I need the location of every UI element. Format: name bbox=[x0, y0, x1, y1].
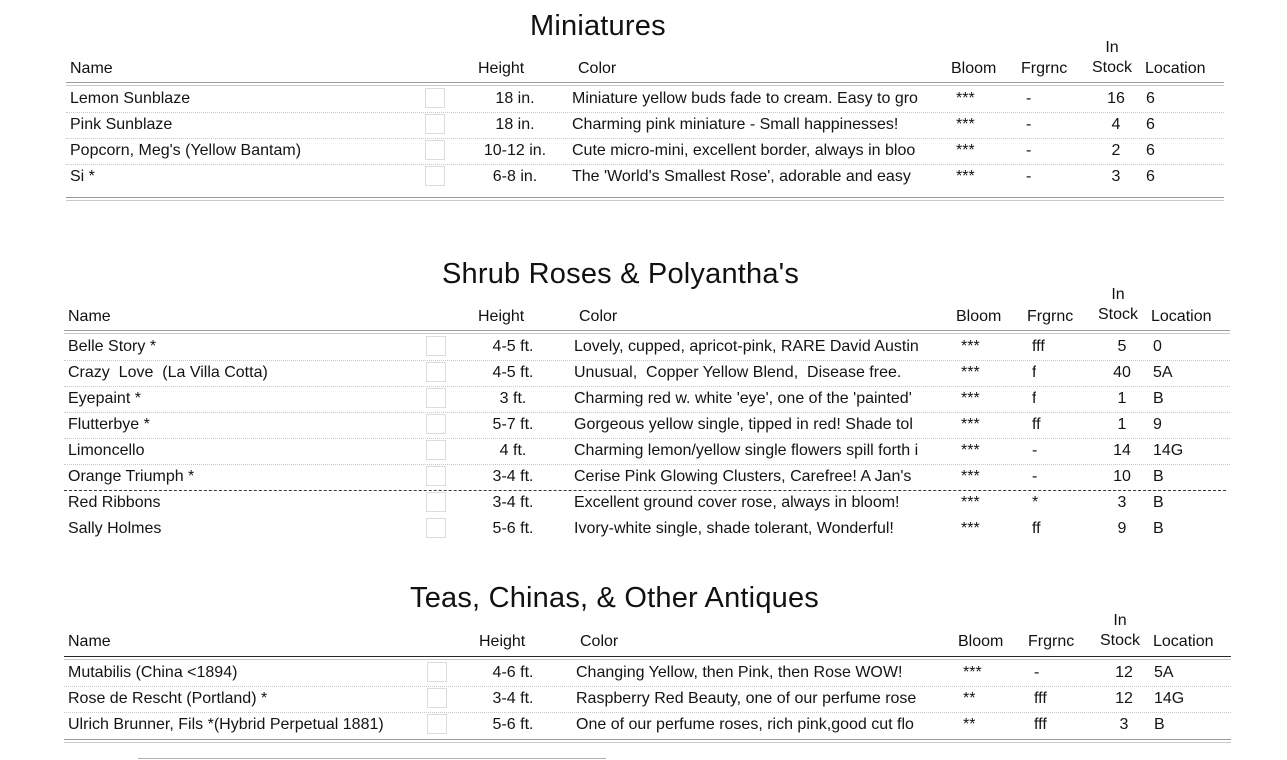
row-checkbox[interactable] bbox=[426, 362, 446, 382]
column-header-location: Location bbox=[1145, 60, 1206, 77]
rose-bloom: *** bbox=[961, 442, 980, 459]
column-header-fragrance: Frgrnc bbox=[1027, 308, 1074, 325]
table-row bbox=[0, 686, 1287, 712]
rose-bloom: *** bbox=[963, 664, 982, 681]
table-row bbox=[0, 112, 1287, 138]
rose-bloom: *** bbox=[961, 494, 980, 511]
rose-stock: 3 bbox=[1117, 494, 1127, 511]
column-header-location: Location bbox=[1151, 308, 1212, 325]
row-checkbox[interactable] bbox=[427, 714, 447, 734]
rose-height: 5-6 ft. bbox=[492, 520, 534, 537]
rose-fragrance: - bbox=[1026, 142, 1032, 159]
rose-fragrance: - bbox=[1026, 116, 1032, 133]
row-checkbox[interactable] bbox=[426, 466, 446, 486]
rose-height: 18 in. bbox=[495, 90, 535, 107]
row-checkbox[interactable] bbox=[427, 662, 447, 682]
rose-name: Si * bbox=[70, 168, 95, 185]
rose-height: 18 in. bbox=[495, 116, 535, 133]
rose-name: Mutabilis (China <1894) bbox=[68, 664, 238, 681]
table-row bbox=[0, 438, 1287, 464]
rose-name: Rose de Rescht (Portland) * bbox=[68, 690, 268, 707]
column-header-fragrance: Frgrnc bbox=[1021, 60, 1068, 77]
table-row bbox=[0, 516, 1287, 542]
rose-color: Gorgeous yellow single, tipped in red! Shade tol bbox=[574, 416, 913, 433]
rose-location: 0 bbox=[1153, 338, 1162, 355]
column-header-stock: Stock bbox=[1099, 632, 1140, 649]
table-row bbox=[0, 334, 1287, 360]
table-row bbox=[0, 360, 1287, 386]
rose-stock: 14 bbox=[1113, 442, 1131, 459]
table-row bbox=[0, 412, 1287, 438]
rose-location: B bbox=[1153, 520, 1164, 537]
rose-location: 6 bbox=[1146, 168, 1155, 185]
rose-stock: 12 bbox=[1115, 690, 1133, 707]
rose-location: 14G bbox=[1153, 442, 1184, 459]
section-end-rule bbox=[64, 739, 1231, 743]
column-header-stock: Stock bbox=[1091, 59, 1132, 76]
rose-name: Sally Holmes bbox=[68, 520, 162, 537]
rose-color: Lovely, cupped, apricot-pink, RARE David Austin bbox=[574, 338, 919, 355]
rose-height: 4-5 ft. bbox=[492, 338, 534, 355]
column-header-location: Location bbox=[1153, 633, 1214, 650]
table-row bbox=[0, 490, 1287, 516]
rose-bloom: *** bbox=[956, 142, 975, 159]
rose-name: Pink Sunblaze bbox=[70, 116, 173, 133]
row-checkbox[interactable] bbox=[425, 140, 445, 160]
row-checkbox[interactable] bbox=[426, 492, 446, 512]
rose-color: Excellent ground cover rose, always in bloom! bbox=[574, 494, 900, 511]
rose-color: One of our perfume roses, rich pink,good cut flo bbox=[576, 716, 914, 733]
rose-color: The 'World's Smallest Rose', adorable and easy bbox=[572, 168, 911, 185]
rose-color: Cerise Pink Glowing Clusters, Carefree! A Jan's bbox=[574, 468, 912, 485]
rose-fragrance: - bbox=[1032, 468, 1038, 485]
row-checkbox[interactable] bbox=[426, 440, 446, 460]
row-checkbox[interactable] bbox=[425, 88, 445, 108]
rose-location: 6 bbox=[1146, 116, 1155, 133]
column-header-bloom: Bloom bbox=[951, 60, 997, 77]
page-bottom-rule bbox=[138, 758, 606, 759]
column-header-name: Name bbox=[68, 308, 111, 325]
rose-bloom: *** bbox=[956, 116, 975, 133]
rose-location: B bbox=[1154, 716, 1165, 733]
rose-name: Crazy Love (La Villa Cotta) bbox=[68, 364, 268, 381]
column-header-color: Color bbox=[579, 308, 618, 325]
section-end-rule bbox=[66, 197, 1224, 201]
rose-stock: 3 bbox=[1119, 716, 1129, 733]
column-header-in: In bbox=[1111, 286, 1125, 303]
column-header-name: Name bbox=[70, 60, 113, 77]
column-header-height: Height bbox=[478, 60, 525, 77]
table-row bbox=[0, 464, 1287, 490]
rose-color: Charming pink miniature - Small happinesses! bbox=[572, 116, 899, 133]
row-checkbox[interactable] bbox=[425, 114, 445, 134]
column-header-height: Height bbox=[478, 308, 525, 325]
rose-height: 5-7 ft. bbox=[492, 416, 534, 433]
rose-stock: 12 bbox=[1115, 664, 1133, 681]
column-header-in-stock bbox=[1088, 38, 1136, 78]
table-row bbox=[0, 386, 1287, 412]
rose-name: Red Ribbons bbox=[68, 494, 161, 511]
rose-height: 5-6 ft. bbox=[492, 716, 534, 733]
row-checkbox[interactable] bbox=[426, 388, 446, 408]
rose-location: B bbox=[1153, 468, 1164, 485]
rose-stock: 2 bbox=[1111, 142, 1121, 159]
section-teas-chinas-antiques bbox=[0, 578, 1287, 760]
rose-fragrance: fff bbox=[1034, 716, 1047, 733]
rose-color: Changing Yellow, then Pink, then Rose WOW! bbox=[576, 664, 903, 681]
rose-fragrance: - bbox=[1026, 90, 1032, 107]
rose-fragrance: ff bbox=[1032, 416, 1041, 433]
rose-stock: 1 bbox=[1117, 390, 1127, 407]
rose-height: 3-4 ft. bbox=[492, 468, 534, 485]
rose-location: 5A bbox=[1154, 664, 1174, 681]
rose-stock: 40 bbox=[1113, 364, 1131, 381]
column-header-in-stock bbox=[1096, 611, 1144, 651]
column-header-color: Color bbox=[580, 633, 619, 650]
rose-name: Flutterbye * bbox=[68, 416, 150, 433]
row-checkbox[interactable] bbox=[426, 518, 446, 538]
rose-location: 6 bbox=[1146, 142, 1155, 159]
rose-height: 4-6 ft. bbox=[492, 664, 534, 681]
table-row bbox=[0, 86, 1287, 112]
column-header-bloom: Bloom bbox=[956, 308, 1002, 325]
rose-bloom: *** bbox=[961, 416, 980, 433]
rose-location: 14G bbox=[1154, 690, 1185, 707]
rose-bloom: *** bbox=[961, 520, 980, 537]
table-row bbox=[0, 164, 1287, 190]
rose-name: Popcorn, Meg's (Yellow Bantam) bbox=[70, 142, 302, 159]
rose-stock: 3 bbox=[1111, 168, 1121, 185]
rose-height: 3 ft. bbox=[499, 390, 527, 407]
rose-bloom: *** bbox=[961, 468, 980, 485]
rose-name: Orange Triumph * bbox=[68, 468, 195, 485]
rose-color: Cute micro-mini, excellent border, always in bloo bbox=[572, 142, 916, 159]
rose-stock: 16 bbox=[1107, 90, 1125, 107]
rose-stock: 4 bbox=[1111, 116, 1121, 133]
rose-height: 4-5 ft. bbox=[492, 364, 534, 381]
row-checkbox[interactable] bbox=[426, 414, 446, 434]
column-header-name: Name bbox=[68, 633, 111, 650]
column-header-bloom: Bloom bbox=[958, 633, 1004, 650]
section-title: Teas, Chinas, & Other Antiques bbox=[410, 582, 819, 614]
column-header-fragrance: Frgrnc bbox=[1028, 633, 1075, 650]
rose-fragrance: * bbox=[1032, 494, 1039, 511]
rose-height: 6-8 in. bbox=[492, 168, 538, 185]
rose-location: 5A bbox=[1153, 364, 1173, 381]
row-checkbox[interactable] bbox=[425, 166, 445, 186]
rose-location: 6 bbox=[1146, 90, 1155, 107]
rose-bloom: *** bbox=[961, 390, 980, 407]
rose-fragrance: - bbox=[1034, 664, 1040, 681]
rose-height: 4 ft. bbox=[499, 442, 527, 459]
rose-bloom: ** bbox=[963, 716, 976, 733]
rose-color: Miniature yellow buds fade to cream. Easy to gro bbox=[572, 90, 918, 107]
rose-name: Belle Story * bbox=[68, 338, 157, 355]
rose-location: B bbox=[1153, 390, 1164, 407]
rose-location: 9 bbox=[1153, 416, 1162, 433]
table-row bbox=[0, 712, 1287, 738]
section-title: Shrub Roses & Polyantha's bbox=[442, 258, 800, 290]
rose-fragrance: - bbox=[1032, 442, 1038, 459]
rose-color: Charming lemon/yellow single flowers spill forth i bbox=[574, 442, 919, 459]
column-header-stock: Stock bbox=[1097, 306, 1138, 323]
rose-stock: 5 bbox=[1117, 338, 1127, 355]
rose-color: Raspberry Red Beauty, one of our perfume rose bbox=[576, 690, 917, 707]
section-shrub-roses bbox=[0, 250, 1287, 550]
rose-name: Lemon Sunblaze bbox=[70, 90, 191, 107]
rose-name: Limoncello bbox=[68, 442, 145, 459]
rose-bloom: ** bbox=[963, 690, 976, 707]
rose-height: 3-4 ft. bbox=[492, 690, 534, 707]
rose-location: B bbox=[1153, 494, 1164, 511]
rose-color: Charming red w. white 'eye', one of the 'painted' bbox=[574, 390, 912, 407]
rose-bloom: *** bbox=[961, 364, 980, 381]
rose-height: 3-4 ft. bbox=[492, 494, 534, 511]
rose-fragrance: f bbox=[1032, 364, 1037, 381]
column-header-in-stock bbox=[1094, 285, 1142, 325]
table-row bbox=[0, 138, 1287, 164]
rose-fragrance: fff bbox=[1032, 338, 1045, 355]
row-checkbox[interactable] bbox=[427, 688, 447, 708]
rose-fragrance: fff bbox=[1034, 690, 1047, 707]
section-miniatures bbox=[0, 0, 1287, 220]
rose-height: 10-12 in. bbox=[483, 142, 547, 159]
rose-fragrance: f bbox=[1032, 390, 1037, 407]
table-row bbox=[0, 660, 1287, 686]
rose-color: Unusual, Copper Yellow Blend, Disease free. bbox=[574, 364, 902, 381]
rose-name: Eyepaint * bbox=[68, 390, 141, 407]
rose-bloom: *** bbox=[961, 338, 980, 355]
column-header-in: In bbox=[1113, 612, 1127, 629]
rose-name: Ulrich Brunner, Fils *(Hybrid Perpetual 1881) bbox=[68, 716, 384, 733]
column-header-color: Color bbox=[578, 60, 617, 77]
section-title: Miniatures bbox=[530, 10, 666, 42]
rose-bloom: *** bbox=[956, 168, 975, 185]
column-header-height: Height bbox=[479, 633, 526, 650]
rose-stock: 10 bbox=[1113, 468, 1131, 485]
column-header-in: In bbox=[1105, 39, 1119, 56]
row-checkbox[interactable] bbox=[426, 336, 446, 356]
rose-stock: 9 bbox=[1117, 520, 1127, 537]
rose-stock: 1 bbox=[1117, 416, 1127, 433]
rose-fragrance: - bbox=[1026, 168, 1032, 185]
rose-color: Ivory-white single, shade tolerant, Wonderful! bbox=[574, 520, 894, 537]
rose-fragrance: ff bbox=[1032, 520, 1041, 537]
rose-bloom: *** bbox=[956, 90, 975, 107]
